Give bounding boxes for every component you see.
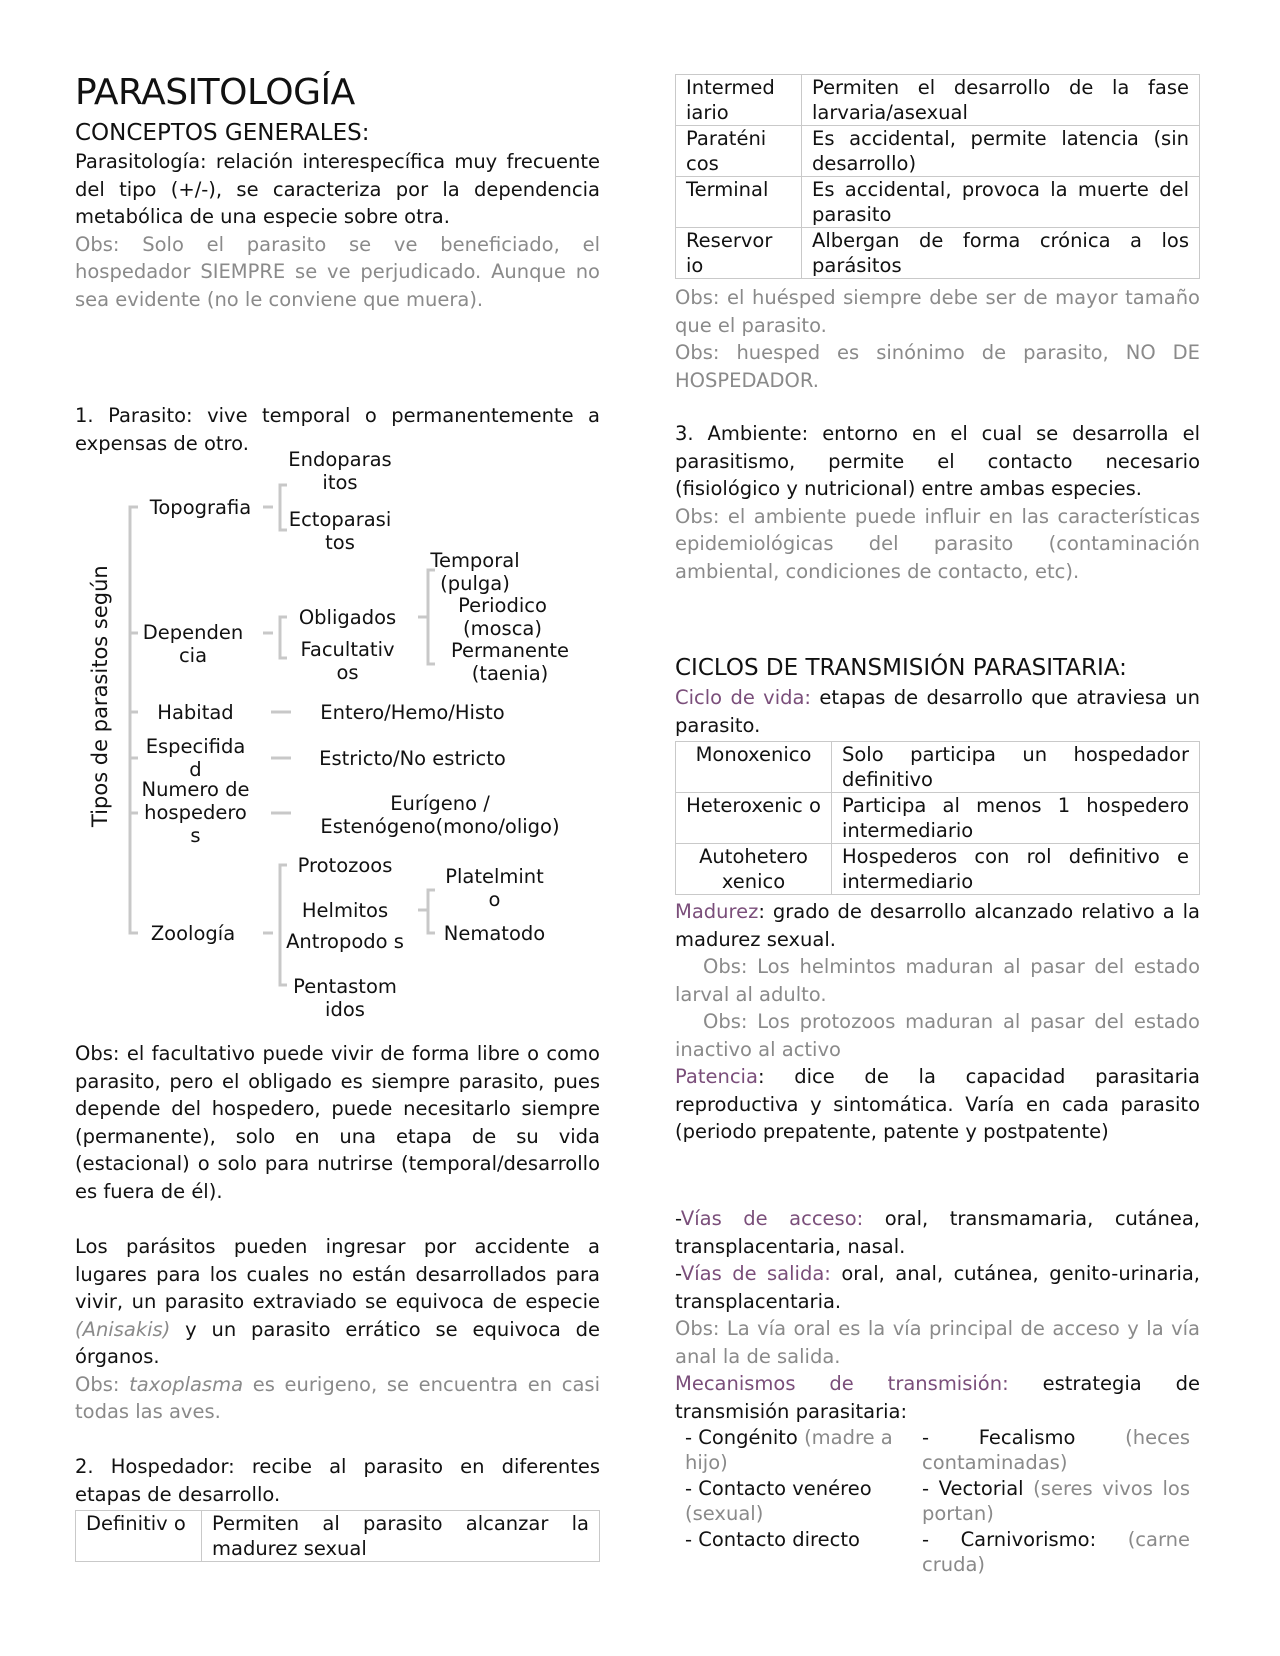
table-cell-key: Autohetero xenico (676, 844, 832, 895)
mecanismos-paragraph: Mecanismos de transmisión: estrategia de transmisión parasitaria: (675, 1372, 1200, 1423)
obs-madurez-2: Obs: Los protozoos maduran al pasar del estado inactivo al activo (675, 1010, 1200, 1061)
hospedador-paragraph: 2. Hospedador: recibe al parasito en diferentes etapas de desarrollo. (75, 1455, 600, 1506)
node-dependencia: Dependen cia (142, 621, 244, 667)
node-ectoparasitos: Ectoparasi tos (288, 508, 392, 554)
obs-madurez-1: Obs: Los helmintos maduran al pasar del estado larval al adulto. (675, 955, 1200, 1006)
node-zoologia: Zoología (150, 922, 236, 945)
node-obligados: Obligados (298, 606, 397, 629)
node-topografia: Topografia (149, 496, 252, 519)
table-cell-key: Reservor io (676, 228, 802, 279)
node-protozoos: Protozoos (297, 854, 393, 877)
table-cell-value: Permiten al parasito alcanzar la madurez sexual (202, 1511, 600, 1562)
table-cell-key: Heteroxenic o (676, 793, 832, 844)
table-row (676, 75, 1200, 126)
list-item: - Congénito (madre a hijo) (685, 1426, 893, 1474)
parasite-types-diagram (75, 448, 600, 1025)
node-periodico: Periodico (mosca) (458, 594, 547, 640)
table-cell-value: Es accidental, provoca la muerte del parasito (802, 177, 1200, 228)
ambiente-paragraph: 3. Ambiente: entorno en el cual se desarrolla el parasitismo, permite el contacto necesario (fisiológico y nutricional) entre ambas especies. (675, 422, 1200, 500)
table-row (676, 844, 1200, 895)
table-cell-value: Albergan de forma crónica a los parásitos (802, 228, 1200, 279)
table-cell-key: Intermed iario (676, 75, 802, 126)
table-row (676, 793, 1200, 844)
obs-ambiente: Obs: el ambiente puede influir en las características epidemiológicas del parasito (contaminación ambiental, condiciones de contacto, etc). (675, 504, 1200, 583)
anisakis-text: (Anisakis) (75, 1317, 171, 1341)
madurez-paragraph: Madurez: grado de desarrollo alcanzado relativo a la madurez sexual. (675, 900, 1200, 951)
ingreso-paragraph: Los parásitos pueden ingresar por accidente a lugares para los cuales no están desarrollados para vivir, un parasito extraviado se equivoca de especie (Anisakis) y un parasito errático se equivoca de órganos. (75, 1235, 600, 1368)
section-heading-conceptos: CONCEPTOS GENERALES: (75, 120, 370, 146)
ciclo-de-vida: Ciclo de vida: etapas de desarrollo que atraviesa un parasito. (675, 686, 1201, 737)
list-item: - Vectorial (seres vivos los portan) (922, 1477, 1190, 1525)
table-cell-key: Terminal (676, 177, 802, 228)
node-permanente: Permanente (taenia) (450, 639, 570, 685)
node-numero-value: Eurígeno / Estenógeno(mono/oligo) (320, 792, 560, 838)
list-item: - Carnivorismo: (carne cruda) (922, 1528, 1190, 1576)
cycle-types-table (675, 741, 1200, 895)
host-table-definitivo (75, 1510, 600, 1562)
diagram-root-label: Tipos de parasitos según (88, 565, 112, 827)
table-cell-key: Definitiv o (76, 1511, 202, 1562)
node-antropodos: Antropodo s (286, 930, 404, 953)
table-row (676, 126, 1200, 177)
list-item: - Fecalismo (heces contaminadas) (922, 1426, 1190, 1474)
obs-facultativo: Obs: el facultativo puede vivir de forma libre o como parasito, pero el obligado es siempre parasito, pues depende del hospedero, puede necesitarlo siempre (permanente), solo en una etapa de su vida (estacional) o solo para nutrirse (temporal/desarrollo es fuera de él). (75, 1042, 600, 1203)
node-habitad: Habitad (157, 701, 234, 724)
intro-obs: Obs: Solo el parasito se ve beneficiado, el hospedador SIEMPRE se ve perjudicado. Aunque no sea evidente (no le conviene que muera). (75, 232, 600, 311)
table-cell-value: Solo participa un hospedador definitivo (832, 742, 1200, 793)
table-row (676, 742, 1200, 793)
vias-salida: -Vías de salida: oral, anal, cutánea, genito-urinaria, transplacentaria. (675, 1262, 1201, 1313)
node-facultativos: Facultativ os (300, 638, 395, 684)
node-numero-hospederos: Numero de hospedero s (141, 778, 250, 847)
table-cell-key: Paraténi cos (676, 126, 802, 177)
table-row (676, 228, 1200, 279)
table-cell-key: Monoxenico (676, 742, 832, 793)
section-heading-ciclos: CICLOS DE TRANSMISIÓN PARASITARIA: (675, 655, 1127, 681)
node-especifidad: Especifida d (145, 735, 246, 781)
obs-taxoplasma: Obs: taxoplasma es eurigeno, se encuentra en casi todas las aves. (75, 1372, 600, 1423)
parasito-paragraph: 1. Parasito: vive temporal o permanentemente a expensas de otro. (75, 404, 600, 455)
intro-paragraph: Parasitología: relación interespecífica muy frecuente del tipo (+/-), se caracteriza por la dependencia metabólica de una especie sobre otra. (75, 150, 600, 228)
list-item: - Contacto directo (685, 1528, 860, 1551)
page-title: PARASITOLOGÍA (75, 72, 355, 113)
obs-huesped-2: Obs: huesped es sinónimo de parasito, NO DE HOSPEDADOR. (675, 341, 1200, 392)
node-temporal: Temporal (pulga) (430, 549, 520, 595)
table-cell-value: Participa al menos 1 hospedero intermediario (832, 793, 1200, 844)
list-item: - Contacto venéreo (sexual) (685, 1477, 872, 1525)
node-nematodo: Nematodo (443, 922, 546, 945)
node-endoparasitos: Endoparas itos (288, 448, 392, 494)
obs-huesped-1: Obs: el huésped siempre debe ser de mayor tamaño que el parasito. (675, 286, 1200, 337)
node-platelmintos: Platelmint o (445, 865, 544, 911)
patencia-paragraph: Patencia: dice de la capacidad parasitaria reproductiva y sintomática. Varía en cada parasito (periodo prepatente, patente y postpatente) (675, 1065, 1200, 1143)
node-habitad-value: Entero/Hemo/Histo (320, 701, 505, 724)
node-helmitos: Helmitos (301, 899, 389, 922)
table-cell-value: Permiten el desarrollo de la fase larvaria/asexual (802, 75, 1200, 126)
node-pentastomidos: Pentastom idos (293, 975, 397, 1021)
table-cell-value: Es accidental, permite latencia (sin desarrollo) (802, 126, 1200, 177)
obs-vias: Obs: La vía oral es la vía principal de acceso y la vía anal la de salida. (675, 1317, 1200, 1368)
table-cell-value: Hospederos con rol definitivo e intermediario (832, 844, 1200, 895)
host-types-table (675, 74, 1200, 279)
table-row (676, 177, 1200, 228)
node-especifidad-value: Estricto/No estricto (319, 747, 506, 770)
mechanisms-list (675, 1425, 1200, 1585)
table-row (76, 1511, 600, 1562)
vias-acceso: -Vías de acceso: oral, transmamaria, cutánea, transplacentaria, nasal. (675, 1207, 1200, 1258)
